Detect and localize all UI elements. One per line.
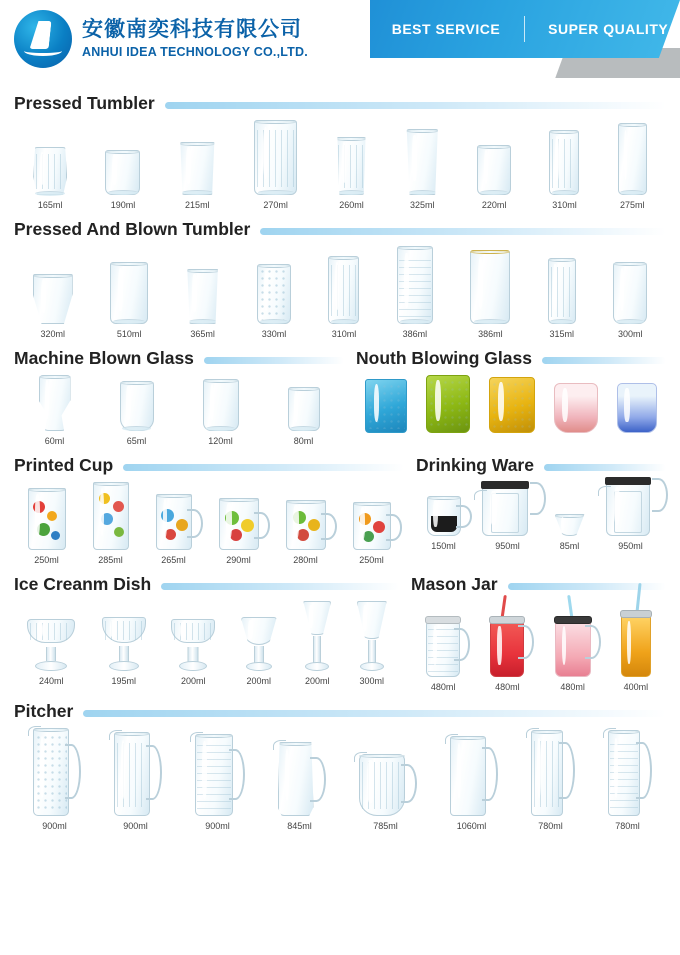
product-item[interactable] xyxy=(219,498,259,565)
product-capacity: 85ml xyxy=(559,541,580,551)
product-item[interactable] xyxy=(406,129,439,210)
section-header-machine-blown xyxy=(14,348,344,369)
product-capacity: 480ml xyxy=(560,682,585,692)
title-rule xyxy=(542,357,666,364)
section-title: Machine Blown Glass xyxy=(14,348,194,368)
product-row-mason-jar xyxy=(411,597,666,692)
product-item[interactable] xyxy=(549,130,579,210)
column-mason-jar xyxy=(411,565,666,692)
product-item[interactable] xyxy=(120,381,154,446)
company-name-cn: 安徽南奕科技有限公司 xyxy=(82,18,302,42)
product-capacity: 240ml xyxy=(38,676,64,686)
section-title: Nouth Blowing Glass xyxy=(356,348,532,368)
product-capacity: 120ml xyxy=(208,436,233,446)
product-capacity: 300ml xyxy=(617,329,643,339)
header-slogans xyxy=(380,0,680,58)
product-item[interactable] xyxy=(397,246,433,339)
section-header-nouth-blowing xyxy=(356,348,666,369)
product-item[interactable] xyxy=(195,734,241,831)
page-header xyxy=(0,0,680,78)
product-item[interactable] xyxy=(555,609,591,692)
split-row-printed-drinking xyxy=(14,446,666,565)
title-rule xyxy=(204,357,344,364)
product-item[interactable] xyxy=(179,142,216,210)
product-item[interactable] xyxy=(426,375,470,438)
title-rule xyxy=(161,583,399,590)
product-capacity: 400ml xyxy=(623,682,649,692)
product-item[interactable] xyxy=(278,742,322,831)
product-row-nouth-blowing xyxy=(356,371,666,438)
product-item[interactable] xyxy=(554,383,598,438)
product-row-pressed-blown-tumbler xyxy=(14,242,666,339)
product-item[interactable] xyxy=(203,379,239,446)
product-item[interactable] xyxy=(39,375,71,446)
product-capacity: 900ml xyxy=(42,821,67,831)
slogan-best-service: BEST SERVICE xyxy=(391,21,501,37)
product-row-ice-cream-dish xyxy=(14,597,399,686)
product-item[interactable] xyxy=(621,601,651,692)
product-item[interactable] xyxy=(105,150,140,210)
product-capacity: 200ml xyxy=(246,676,271,686)
product-item[interactable] xyxy=(613,262,647,339)
product-item[interactable] xyxy=(477,145,511,210)
slogan-super-quality: SUPER QUALITY xyxy=(548,21,669,37)
product-capacity: 315ml xyxy=(549,329,575,339)
section-header-ice-cream-dish xyxy=(14,574,399,595)
product-item[interactable] xyxy=(28,488,66,565)
product-row-pitcher xyxy=(14,724,666,831)
product-item[interactable] xyxy=(427,496,461,551)
title-rule xyxy=(83,710,666,717)
product-item[interactable] xyxy=(110,262,148,339)
section-header-drinking-ware xyxy=(416,455,666,476)
column-printed-cup xyxy=(14,446,404,565)
product-capacity: 300ml xyxy=(359,676,384,686)
product-item[interactable] xyxy=(531,730,571,831)
product-capacity: 250ml xyxy=(34,555,59,565)
product-capacity: 950ml xyxy=(618,541,643,551)
product-capacity: 386ml xyxy=(478,329,503,339)
product-item[interactable] xyxy=(33,147,67,210)
product-capacity: 265ml xyxy=(161,555,186,565)
product-item[interactable] xyxy=(470,250,510,339)
product-item[interactable] xyxy=(365,379,407,438)
product-capacity: 320ml xyxy=(40,329,65,339)
product-capacity: 785ml xyxy=(373,821,398,831)
product-row-machine-blown xyxy=(14,371,344,446)
product-capacity: 275ml xyxy=(620,200,645,210)
product-capacity: 150ml xyxy=(431,541,456,551)
product-capacity: 900ml xyxy=(123,821,148,831)
product-capacity: 780ml xyxy=(538,821,563,831)
product-item[interactable] xyxy=(33,728,77,831)
column-drinking-ware xyxy=(416,446,666,565)
slogan-divider xyxy=(524,16,525,42)
section-title: Pressed Tumbler xyxy=(14,93,155,113)
product-item[interactable] xyxy=(114,732,158,831)
product-item[interactable] xyxy=(617,383,657,438)
product-capacity: 280ml xyxy=(293,555,318,565)
company-logo-block xyxy=(0,0,370,78)
product-capacity: 200ml xyxy=(304,676,330,686)
split-row-blown xyxy=(14,339,666,446)
product-capacity: 510ml xyxy=(116,329,142,339)
product-capacity: 480ml xyxy=(495,682,520,692)
product-item[interactable] xyxy=(169,613,217,686)
section-title: Drinking Ware xyxy=(416,455,534,475)
product-capacity: 330ml xyxy=(261,329,287,339)
product-capacity: 386ml xyxy=(402,329,428,339)
product-capacity: 165ml xyxy=(37,200,63,210)
title-rule xyxy=(123,464,404,471)
product-item[interactable] xyxy=(99,613,149,686)
title-rule xyxy=(544,464,666,471)
product-capacity: 285ml xyxy=(98,555,123,565)
section-title: Printed Cup xyxy=(14,455,114,475)
product-item[interactable] xyxy=(426,613,460,692)
product-capacity: 215ml xyxy=(185,200,210,210)
product-capacity: 290ml xyxy=(226,555,251,565)
product-capacity: 845ml xyxy=(287,821,312,831)
product-item[interactable] xyxy=(286,500,326,565)
split-row-icecream-mason xyxy=(14,565,666,692)
product-capacity: 270ml xyxy=(263,200,288,210)
product-item[interactable] xyxy=(482,486,534,551)
product-row-printed-cup xyxy=(14,478,404,565)
product-item[interactable] xyxy=(156,494,192,565)
product-capacity: 900ml xyxy=(205,821,230,831)
section-title: Pressed And Blown Tumbler xyxy=(14,219,251,239)
product-row-pressed-tumbler xyxy=(14,116,666,210)
product-item[interactable] xyxy=(489,377,535,438)
product-row-drinking-ware xyxy=(416,478,666,551)
section-title: Ice Creanm Dish xyxy=(14,574,152,594)
product-item[interactable] xyxy=(618,123,647,210)
product-capacity: 310ml xyxy=(552,200,577,210)
product-capacity: 310ml xyxy=(331,329,357,339)
section-title: Mason Jar xyxy=(411,574,498,594)
product-capacity: 325ml xyxy=(410,200,435,210)
section-title: Pitcher xyxy=(14,701,74,721)
product-capacity: 365ml xyxy=(190,329,215,339)
product-capacity: 200ml xyxy=(180,676,206,686)
product-capacity: 260ml xyxy=(339,200,364,210)
column-machine-blown xyxy=(14,339,344,446)
product-item[interactable] xyxy=(93,482,129,565)
product-item[interactable] xyxy=(300,601,334,686)
company-name-en: ANHUI IDEA TECHNOLOGY CO.,LTD. xyxy=(82,45,308,60)
product-item[interactable] xyxy=(24,613,78,686)
product-item[interactable] xyxy=(238,613,280,686)
title-rule xyxy=(260,228,666,235)
product-capacity: 780ml xyxy=(615,821,640,831)
section-header-printed-cup xyxy=(14,455,404,476)
product-capacity: 480ml xyxy=(430,682,456,692)
product-item[interactable] xyxy=(257,264,291,339)
product-capacity: 250ml xyxy=(359,555,384,565)
column-ice-cream-dish xyxy=(14,565,399,692)
section-header-pitcher xyxy=(14,701,666,722)
product-item[interactable] xyxy=(186,269,220,339)
product-item[interactable] xyxy=(254,120,297,210)
product-item[interactable] xyxy=(328,256,359,339)
product-item[interactable] xyxy=(359,754,413,831)
title-rule xyxy=(508,583,666,590)
column-nouth-blowing xyxy=(356,339,666,446)
product-capacity: 195ml xyxy=(111,676,136,686)
product-capacity: 1060ml xyxy=(456,821,487,831)
product-item[interactable] xyxy=(288,387,320,446)
product-item[interactable] xyxy=(335,137,367,210)
section-header-pressed-tumbler xyxy=(14,93,666,114)
product-capacity: 190ml xyxy=(110,200,136,210)
product-capacity: 220ml xyxy=(481,200,507,210)
product-item[interactable] xyxy=(450,736,494,831)
section-header-mason-jar xyxy=(411,574,666,595)
product-item[interactable] xyxy=(490,609,524,692)
product-capacity: 80ml xyxy=(293,436,314,446)
product-capacity: 950ml xyxy=(495,541,520,551)
section-header-pressed-blown-tumbler xyxy=(14,219,666,240)
product-capacity: 65ml xyxy=(126,436,147,446)
product-capacity: 60ml xyxy=(44,436,65,446)
product-item[interactable] xyxy=(353,502,391,565)
catalog-sheet xyxy=(0,78,680,831)
product-item[interactable] xyxy=(355,601,389,686)
product-item[interactable] xyxy=(548,258,576,339)
title-rule xyxy=(165,102,666,109)
product-item[interactable] xyxy=(608,730,648,831)
product-item[interactable] xyxy=(606,482,656,551)
product-item[interactable] xyxy=(555,514,585,551)
product-item[interactable] xyxy=(33,274,73,339)
sailboat-logo-icon xyxy=(14,10,72,68)
